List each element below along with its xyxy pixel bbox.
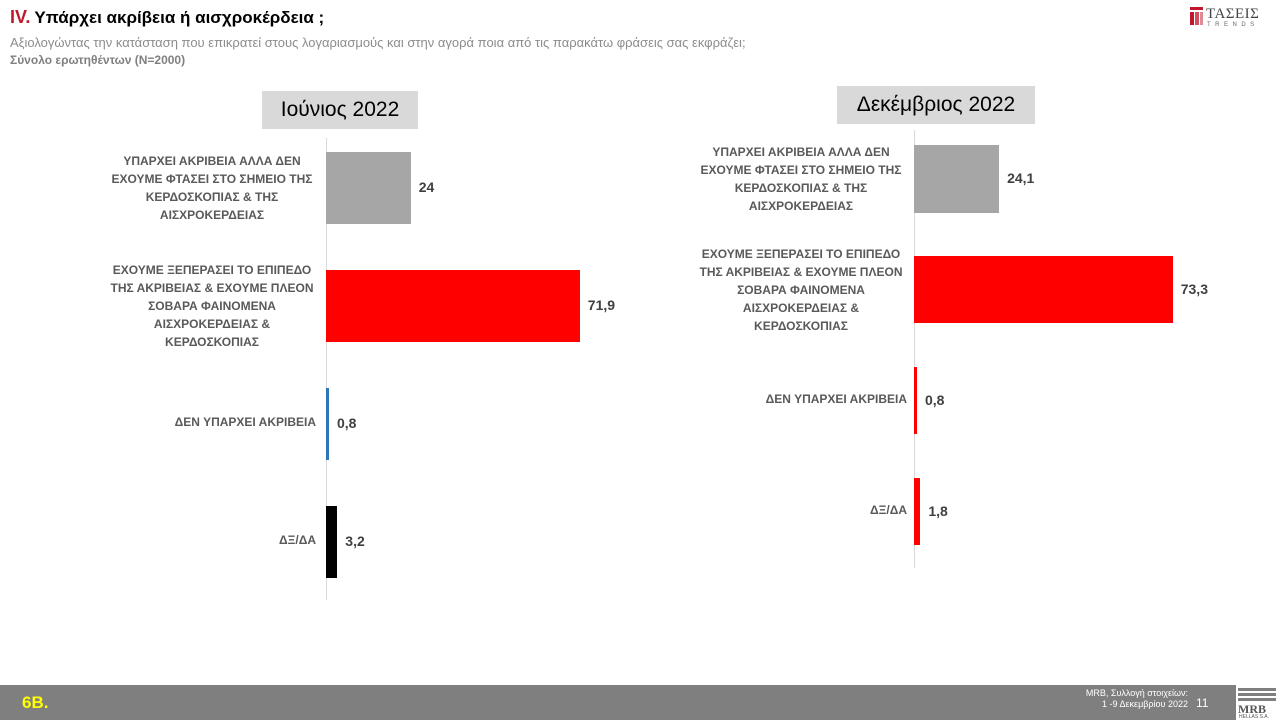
category-label-dec-1: ΕΧΟΥΜΕ ΞΕΠΕΡΑΣΕΙ ΤΟ ΕΠΙΠΕΔΟ ΤΗΣ ΑΚΡΙΒΕΙΑΣ & ΕΧΟΥΜΕ ΠΛΕΟΝ ΣΟΒΑΡΑ ΦΑΙΝΟΜΕΝΑ ΑΙΣΧΡΟΚΕΡΔΕΙΑΣ & ΚΕΡΔΟΣΚΟΠΙΑΣ [699,246,903,333]
category-label-dec-3: ΔΞ/ΔΑ [870,502,907,517]
category-label-dec-0: ΥΠΑΡΧΕΙ ΑΚΡΙΒΕΙΑ ΑΛΛΑ ΔΕΝ ΕΧΟΥΜΕ ΦΤΑΣΕΙ ΣΤΟ ΣΗΜΕΙΟ ΤΗΣ ΚΕΡΔΟΣΚΟΠΙΑΣ & ΤΗΣ ΑΙΣΧΡΟΚΕΡΔΕΙΑΣ [700,145,902,213]
category-label-dec-2: ΔΕΝ ΥΠΑΡΧΕΙ ΑΚΡΙΒΕΙΑ [765,391,907,406]
category-label-june-2: ΔΕΝ ΥΠΑΡΧΕΙ ΑΚΡΙΒΕΙΑ [174,415,316,429]
source-note [1086,688,1188,710]
page-number: 11 [1196,696,1209,710]
question-text: Αξιολογώντας την κατάσταση που επικρατεί στους λογαριασμούς και στην αγορά ποια από τις παρακάτω φράσεις σας εκφράζει; [10,35,746,50]
bar-june-3 [326,506,337,578]
category-label-june-0: ΥΠΑΡΧΕΙ ΑΚΡΙΒΕΙΑ ΑΛΛΑ ΔΕΝ ΕΧΟΥΜΕ ΦΤΑΣΕΙ ΣΤΟ ΣΗΜΕΙΟ ΤΗΣ ΚΕΡΔΟΣΚΟΠΙΑΣ & ΤΗΣ ΑΙΣΧΡΟΚΕΡΔΕΙΑΣ [111,154,313,222]
value-label-june-0: 24 [418,179,435,195]
bar-dec-2 [914,367,917,434]
logo-word: ΤΑΣΕΙΣ [1206,6,1260,22]
chart-title-june: Ιούνιος 2022 [262,91,418,129]
category-label-june-1: ΕΧΟΥΜΕ ΞΕΠΕΡΑΣΕΙ ΤΟ ΕΠΙΠΕΔΟ ΤΗΣ ΑΚΡΙΒΕΙΑΣ & ΕΧΟΥΜΕ ΠΛΕΟΝ ΣΟΒΑΡΑ ΦΑΙΝΟΜΕΝΑ ΑΙΣΧΡΟΚΕΡΔΕΙΑΣ & ΚΕΡΔΟΣΚΟΠΙΑΣ [110,263,314,349]
value-label-dec-2: 0,8 [925,391,945,408]
sample-base: Σύνολο ερωτηθέντων (N=2000) [10,53,186,67]
category-label-june-3: ΔΞ/ΔΑ [279,533,316,547]
value-label-dec-0: 24,1 [1007,170,1035,186]
bar-dec-0 [914,145,999,213]
source-line-1: MRB, Συλλογή στοιχείων: [1085,688,1188,698]
title-text: Υπάρχει ακρίβεια ή αισχροκέρδεια ; [34,8,325,27]
bar-june-0 [326,152,411,224]
chart-title-dec: Δεκέμβριος 2022 [837,86,1035,124]
mrb-logo-word: MRB [1238,702,1266,716]
section-number: IV. [10,7,31,27]
logo-tagline: TRENDS [1207,22,1259,28]
value-label-dec-1: 73,3 [1180,280,1208,297]
slide-title [10,7,324,28]
slide-code: 6Β. [22,693,49,712]
bar-june-2 [326,388,329,460]
mrb-logo [1236,685,1280,720]
value-label-june-2: 0,8 [337,415,357,431]
taseis-logo [1190,6,1270,30]
mrb-logo-sub: HELLAS S.A. [1239,714,1270,720]
value-label-dec-3: 1,8 [928,502,948,519]
bar-dec-3 [914,478,920,545]
mrb-logo-icon [1238,688,1276,703]
footer-bar [0,685,1280,720]
source-line-2: 1 -9 Δεκεμβρίου 2022 [1102,699,1188,709]
bar-june-1 [326,270,580,342]
value-label-june-1: 71,9 [587,297,616,313]
bar-dec-1 [914,256,1173,323]
value-label-june-3: 3,2 [345,533,365,549]
taseis-logo-icon [1190,7,1203,25]
